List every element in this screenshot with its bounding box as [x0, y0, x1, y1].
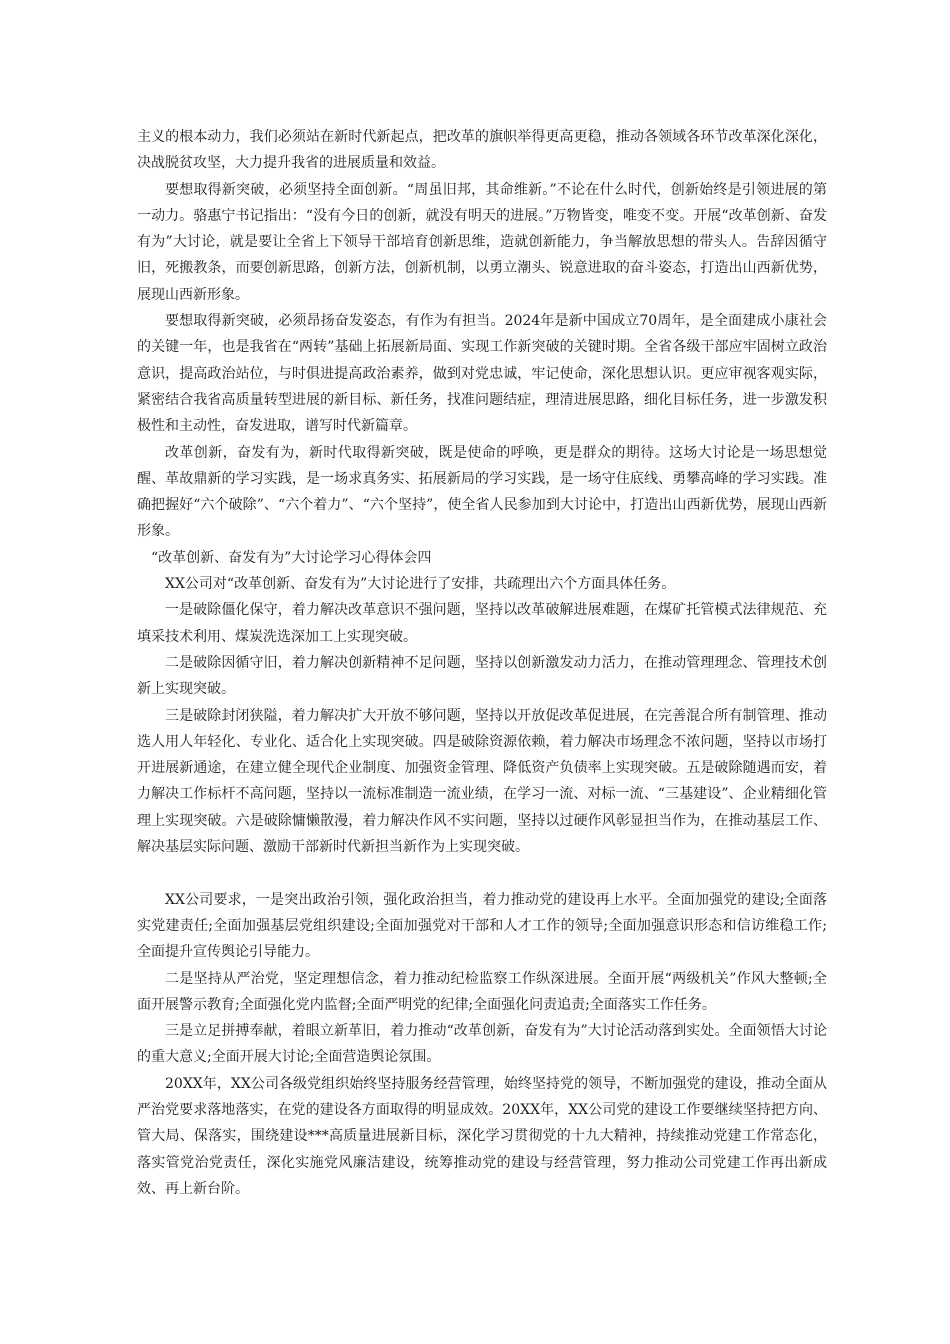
paragraph-requirement-two: 二是坚持从严治党，坚定理想信念，着力推动纪检监察工作纵深进展。全面开展“两级机关”作风大整顿;全面开展警示教育;全面强化党内监督;全面严明党的纪律;全面强化问责追责;全面落实工作任务。 [137, 970, 827, 1013]
paragraph-reform: 改革创新，奋发有为，新时代取得新突破，既是使命的呼唤，更是群众的期待。这场大讨论是一场思想觉醒、革故鼎新的学习实践，是一场求真务实、拓展新局的学习实践，是一场守住底线、勇攀高峰的学习实践。准确把握好“六个破除”、“六个着力”、“六个坚持”，使全省人民参加到大讨论中，打造出山西新优势，展现山西新形象。 [137, 444, 827, 540]
paragraph-task-three-to-six: 三是破除封闭狭隘，着力解决扩大开放不够问题，坚持以开放促改革促进展，在完善混合所有制管理、推动选人用人年轻化、专业化、适合化上实现突破。四是破除资源依赖，着力解决市场理念不浓问题，坚持以市场打开进展新通途，在建立健全现代企业制度、加强资金管理、降低资产负债率上实现突破。五是破除随遇而安，着力解决工作标杆不高问题，坚持以一流标准制造一流业绩，在学习一流、对标一流、“三基建设”、企业精细化管理上实现突破。六是破除慵懒散漫，着力解决作风不实问题，坚持以过硬作风彰显担当作为，在推动基层工作、解决基层实际问题、激励干部新时代新担当新作为上实现突破。 [137, 707, 827, 856]
section-heading: “改革创新、奋发有为”大讨论学习心得体会四 [151, 549, 432, 566]
paragraph-summary: 20XX年，XX公司各级党组织始终坚持服务经营管理，始终坚持党的领导，不断加强党的建设，推动全面从严治党要求落地落实，在党的建设各方面取得的明显成效。20XX年，XX公司党的建设工作要继续坚持把方向、管大局、保落实，围绕建设***高质量进展新目标，深化学习贯彻党的十九大精神，持续推动党建工作常态化，落实管党治党责任，深化实施党风廉洁建设，统筹推动党的建设与经营管理，努力推动公司党建工作再出新成效、再上新台阶。 [137, 1075, 827, 1197]
blank-line [137, 860, 827, 886]
document-body [137, 124, 827, 1202]
paragraph-requirement-three: 三是立足拼搏奉献，着眼立新革旧，着力推动“改革创新，奋发有为”大讨论活动落到实处。全面领悟大讨论的重大意义;全面开展大讨论;全面营造舆论氛围。 [137, 1023, 827, 1066]
paragraph-task-two: 二是破除因循守旧，着力解决创新精神不足问题，坚持以创新激发动力活力，在推动管理理念、管理技术创新上实现突破。 [137, 654, 827, 698]
paragraph-continuation: 主义的根本动力，我们必须站在新时代新起点，把改革的旗帜举得更高更稳，推动各领域各环节改革深化深化，决战脱贫攻坚，大力提升我省的进展质量和效益。 [137, 129, 827, 172]
paragraph-innovation: 要想取得新突破，必须坚持全面创新。“周虽旧邦，其命维新。”不论在什么时代，创新始终是引领进展的第一动力。骆惠宁书记指出：“没有今日的创新，就没有明天的进展。”万物皆变，唯变不变。开展“改革创新、奋发有为”大讨论，就是要让全省上下领导干部培育创新思维，造就创新能力，争当解放思想的带头人。告辞因循守旧，死搬教条，而要创新思路，创新方法，创新机制，以勇立潮头、锐意进取的奋斗姿态，打造出山西新优势，展现山西新形象。 [137, 181, 827, 303]
paragraph-task-one: 一是破除僵化保守，着力解决改革意识不强问题，坚持以改革破解进展难题，在煤矿托管模式法律规范、充填采技术利用、煤炭洗选深加工上实现突破。 [137, 602, 827, 645]
paragraph-company-tasks: XX公司对“改革创新、奋发有为”大讨论进行了安排，共疏理出六个方面具体任务。 [165, 576, 676, 593]
paragraph-spirit: 要想取得新突破，必须昂扬奋发姿态，有作为有担当。2024年是新中国成立70周年，是全面建成小康社会的关键一年，也是我省在“两转”基础上拓展新局面、实现工作新突破的关键时期。全省各级干部应牢固树立政治意识，提高政治站位，与时俱进提高政治素养，做到对党忠诚，牢记使命，深化思想认识。更应审视客观实际，紧密结合我省高质量转型进展的新目标、新任务，找准问题结症，理清进展思路，细化目标任务，进一步激发积极性和主动性，奋发进取，谱写时代新篇章。 [137, 313, 827, 435]
paragraph-requirement-one: XX公司要求，一是突出政治引领，强化政治担当，着力推动党的建设再上水平。全面加强党的建设;全面落实党建责任;全面加强基层党组织建设;全面加强党对干部和人才工作的领导;全面加强意识形态和信访维稳工作;全面提升宣传舆论引导能力。 [137, 891, 827, 961]
